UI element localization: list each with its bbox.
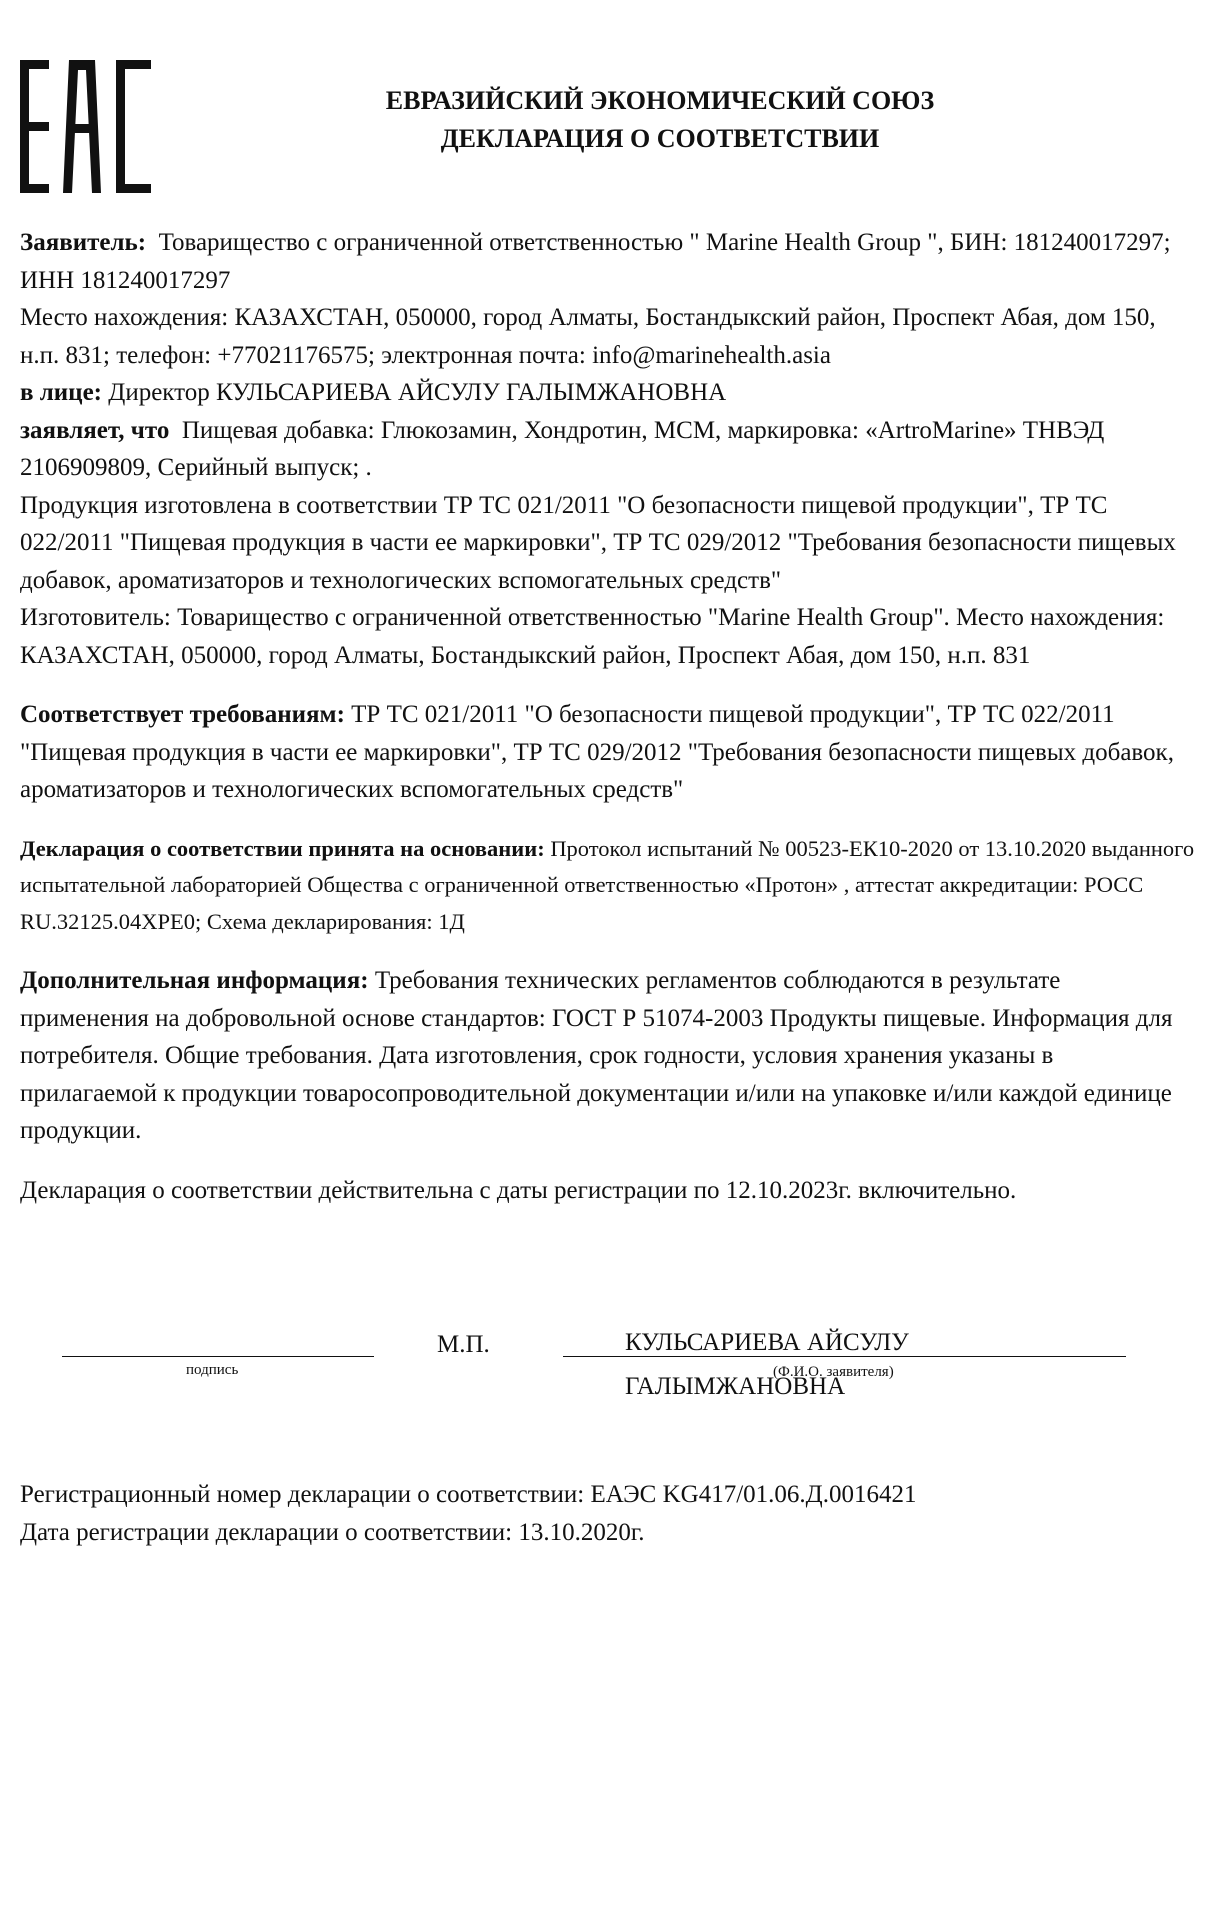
conforms-paragraph [20,696,1195,809]
production-paragraph: Продукция изготовлена в соответствии ТР ТС 021/2011 "О безопасности пищевой продукции", ТР ТС 022/2011 "Пищевая продукция в части ее маркировки", ТР ТС 029/2012 "Требования безопасности пищевых добавок, ароматизаторов и технологических вспомогательных средств" [20,491,1176,594]
declares-text: Пищевая добавка: Глюкозамин, Хондротин, МСМ, маркировка: «ArtroMarine» ТНВЭД 2106909809, Серийный выпуск; . [20,416,1105,481]
person-paragraph [20,374,1195,412]
manufacturer-paragraph: Изготовитель: Товарищество с ограниченной ответственностью "Marine Health Group". Место нахождения: КАЗАХСТАН, 050000, город Алматы, Бостандыкский район, Проспект Абая, дом 150, н.п. 831 [20,604,1165,669]
registration-block [20,1476,916,1552]
signer-name-line2: ГАЛЫМЖАНОВНА [625,1373,846,1400]
stamp-label: М.П. [437,1331,490,1358]
registration-date: Дата регистрации декларации о соответствии: 13.10.2020г. [20,1519,645,1546]
eac-logo [20,60,153,193]
additional-text: Требования технических регламентов соблюдаются в результате применения на добровольной основе стандартов: ГОСТ Р 51074-2003 Продукты пищевые. Информация для потребителя. Общие требования. Дата изготовления, срок годности, условия хранения указаны в прилагаемой к продукции товаросопроводительной документации и/или на упаковке и/или каждой единице продукции. [20,967,1173,1144]
signer-name-line1: КУЛЬСАРИЕВА АЙСУЛУ [625,1329,909,1356]
signature-caption: подпись [186,1362,239,1378]
basis-label: Декларация о соответствии принята на основании: [20,835,545,861]
document-header [300,82,1020,158]
applicant-address: Место нахождения: КАЗАХСТАН, 050000, город Алматы, Бостандыкский район, Проспект Абая, дом 150, н.п. 831; телефон: +77021176575; электронная почта: info@marinehealth.asia [20,304,1156,369]
basis-text: Протокол испытаний № 00523-ЕК10-2020 от 13.10.2020 выданного испытательной лабораторией Общества с ограниченной ответственностью «Протон» , аттестат аккредитации: РОСС RU.32125.04ХРЕ0; Схема декларирования: 1Д [20,835,1195,934]
additional-label: Дополнительная информация: [20,967,369,994]
signature-line [62,1356,374,1357]
person-label: в лице: [20,379,103,406]
additional-paragraph [20,962,1195,1150]
applicant-label: Заявитель: [20,229,147,256]
declares-label: заявляет, что [20,416,170,444]
union-title: ЕВРАЗИЙСКИЙ ЭКОНОМИЧЕСКИЙ СОЮЗ [385,86,935,115]
signer-name-caption: (Ф.И.О. заявителя) [773,1364,894,1380]
conforms-text: ТР ТС 021/2011 "О безопасности пищевой продукции", ТР ТС 022/2011 "Пищевая продукция в части ее маркировки", ТР ТС 029/2012 "Требования безопасности пищевых добавок, ароматизаторов и технологических вспомогательных средств" [20,701,1174,803]
declares-paragraph [20,412,1195,487]
applicant-paragraph [20,224,1195,299]
applicant-text: Товарищество с ограниченной ответственностью " Marine Health Group ", БИН: 181240017297; ИНН 181240017297 [20,229,1171,294]
conforms-label: Соответствует требованиям: [20,701,345,728]
registration-number: Регистрационный номер декларации о соответствии: ЕАЭС KG417/01.06.Д.0016421 [20,1481,917,1508]
declaration-title: ДЕКЛАРАЦИЯ О СООТВЕТСТВИИ [440,124,880,153]
basis-paragraph [20,831,1195,941]
declaration-body [20,224,1195,1209]
person-text: Директор КУЛЬСАРИЕВА АЙСУЛУ ГАЛЫМЖАНОВНА [108,379,727,406]
validity-paragraph: Декларация о соответствии действительна с даты регистрации по 12.10.2023г. включительно. [20,1176,1017,1204]
